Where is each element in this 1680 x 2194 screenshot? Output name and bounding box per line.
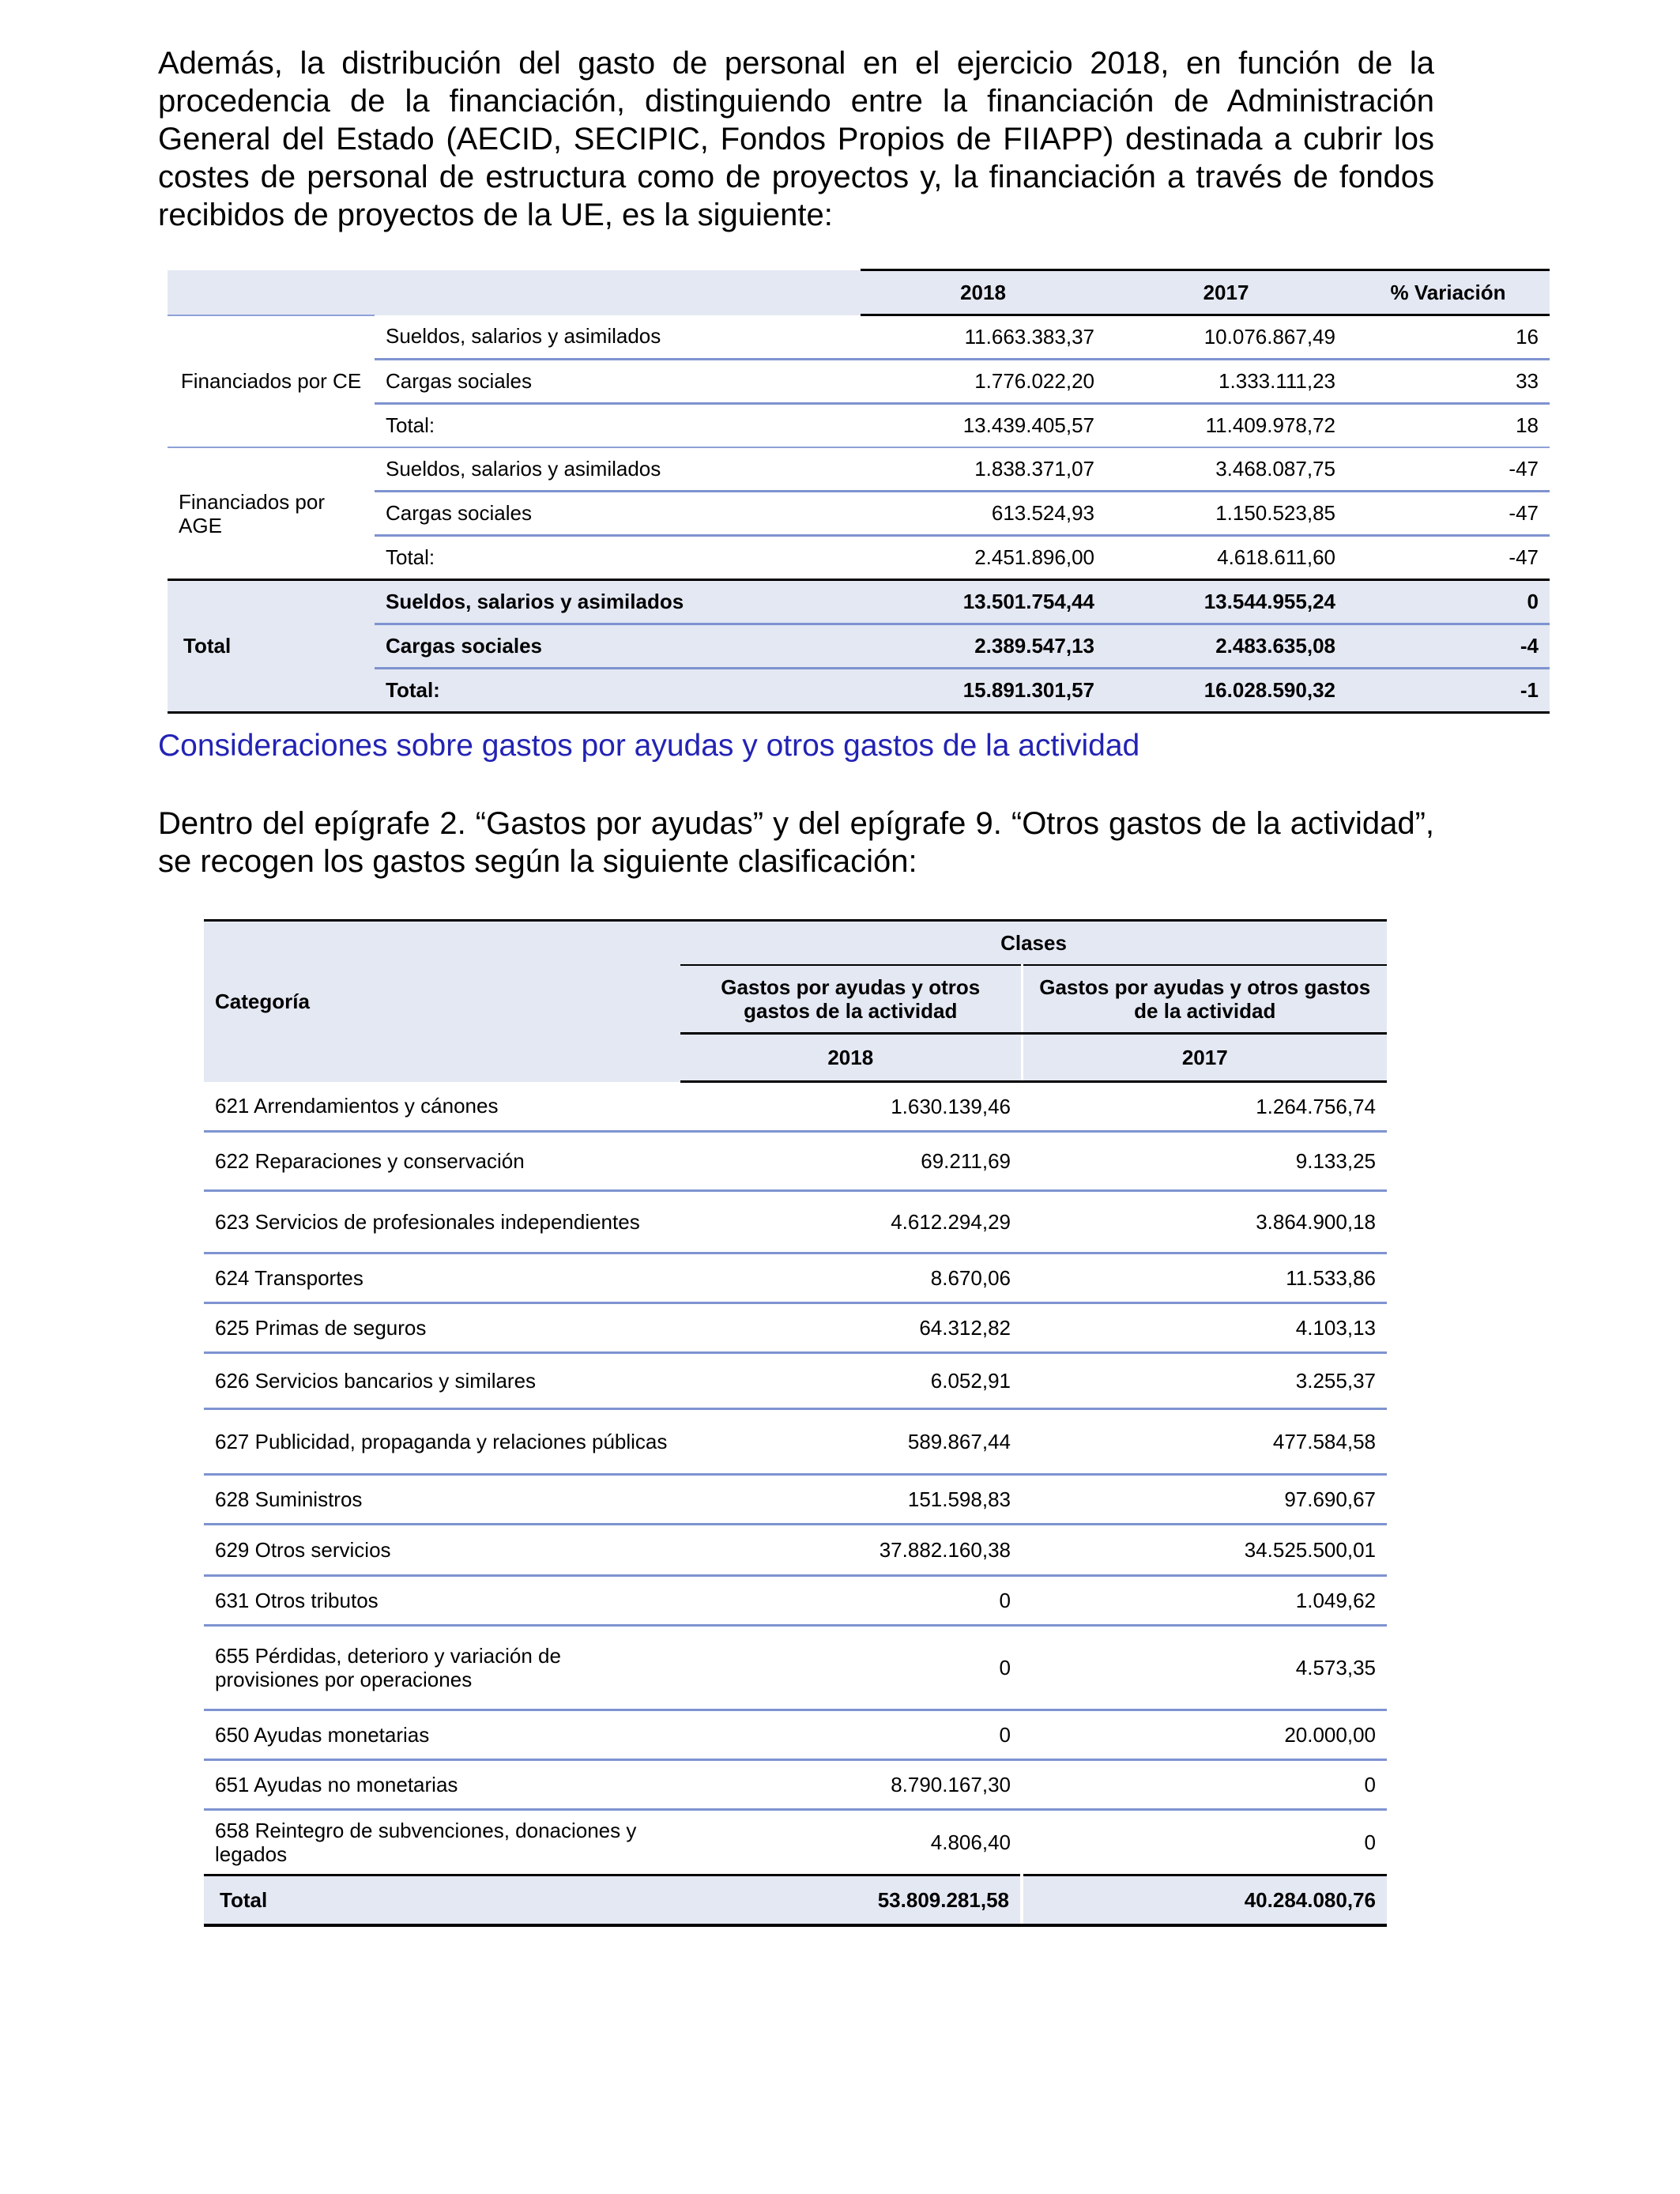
row-value-2018: 1.838.371,07 [861,447,1106,492]
row-value-2018: 613.524,93 [861,492,1106,536]
table-row [168,669,1550,713]
row-value-2018: 6.052,91 [680,1353,1022,1409]
row-label: 621 Arrendamientos y cánones [204,1082,680,1132]
row-value-2017: 1.264.756,74 [1022,1082,1387,1132]
row-value-2017: 1.333.111,23 [1106,360,1347,404]
intro-paragraph-2: Dentro del epígrafe 2. “Gastos por ayudas” y del epígrafe 9. “Otros gastos de la actividad”, se recogen los gastos según la siguiente clasificación: [158,806,1434,879]
row-value-2017: 20.000,00 [1022,1710,1387,1760]
row-concept: Cargas sociales [375,492,861,536]
row-value-2017: 9.133,25 [1022,1132,1387,1191]
row-value-2017: 11.533,86 [1022,1253,1387,1303]
expense-classification-table [204,919,1387,1927]
header-year-2018: 2018 [680,1034,1022,1082]
header-column-2018-desc: Gastos por ayudas y otros gastos de la actividad [680,965,1022,1034]
table-row [204,1409,1387,1475]
table-row [204,1191,1387,1253]
row-value-2018: 4.612.294,29 [680,1191,1022,1253]
header-variation: % Variación [1347,270,1550,315]
row-value-2018: 589.867,44 [680,1409,1022,1475]
table-row [204,1082,1387,1132]
row-value-2018: 8.790.167,30 [680,1760,1022,1810]
row-concept: Sueldos, salarios y asimilados [375,447,861,492]
row-value-2017: 3.255,37 [1022,1353,1387,1409]
header-classes: Clases [680,921,1387,966]
group-label-age: Financiados por AGE [168,447,375,580]
row-value-2017: 34.525.500,01 [1022,1525,1387,1576]
row-label: 658 Reintegro de subvenciones, donaciones y legados [204,1810,680,1875]
row-value-2018: 13.501.754,44 [861,580,1106,624]
intro-paragraph: Además, la distribución del gasto de personal en el ejercicio 2018, en función de la procedencia de la financiación, distinguiendo entre la financiación de Administración General del Estado (AECID, SECIPIC, Fondos Propios de FIIAPP) destinada a cubrir los costes de personal de estructura como de proyectos y, la financiación a través de fondos recibidos de proyectos de la UE, es la siguiente: [158,46,1434,232]
row-label: 626 Servicios bancarios y similares [204,1353,680,1409]
row-label: 624 Transportes [204,1253,680,1303]
row-variation: -47 [1509,545,1539,569]
row-concept: Total: [375,669,861,713]
row-value-2018: 37.882.160,38 [680,1525,1022,1576]
row-value-2018: 8.670,06 [680,1253,1022,1303]
row-concept: Total: [386,545,435,569]
row-variation: 0 [1347,580,1550,624]
row-label: 628 Suministros [204,1475,680,1525]
row-value-2017: 97.690,67 [1022,1475,1387,1525]
row-concept: Sueldos, salarios y asimilados [375,315,861,360]
row-label: 655 Pérdidas, deterioro y variación de provisiones por operaciones [204,1626,680,1710]
row-label: 629 Otros servicios [204,1525,680,1576]
row-value-2017: 0 [1022,1760,1387,1810]
row-value-2017: 4.573,35 [1022,1626,1387,1710]
row-label: 623 Servicios de profesionales independientes [204,1191,680,1253]
row-value-2017: 3.468.087,75 [1106,447,1347,492]
row-value-2018: 15.891.301,57 [861,669,1106,713]
row-label: 631 Otros tributos [204,1576,680,1626]
group-label-ce: Financiados por CE [168,315,375,448]
section-heading: Consideraciones sobre gastos por ayudas y otros gastos de la actividad [158,729,1140,763]
row-value-2018: 13.439.405,57 [962,413,1094,437]
row-value-2017: 16.028.590,32 [1106,669,1347,713]
group-label-total: Total [168,580,375,713]
row-value-2017: 0 [1022,1810,1387,1875]
table-row [204,1303,1387,1353]
table-row [204,1710,1387,1760]
table-row [168,404,1550,448]
row-variation: -47 [1347,447,1550,492]
row-value-2018: 0 [680,1626,1022,1710]
row-variation: 16 [1347,315,1550,360]
row-value-2017: 477.584,58 [1022,1409,1387,1475]
table-row [168,360,1550,404]
row-value-2018: 0 [680,1576,1022,1626]
row-value-2018: 69.211,69 [680,1132,1022,1191]
row-value-2018: 11.663.383,37 [861,315,1106,360]
header-year-2017: 2017 [1022,1034,1387,1082]
row-value-2018: 4.806,40 [680,1810,1022,1875]
row-value-2017: 4.103,13 [1022,1303,1387,1353]
row-label: 622 Reparaciones y conservación [204,1132,680,1191]
table-row [204,1132,1387,1191]
row-concept: Total: [386,413,435,437]
row-value-2018: 1.776.022,20 [861,360,1106,404]
row-value-2017: 13.544.955,24 [1106,580,1347,624]
table-row [204,1626,1387,1710]
total-value-2017: 40.284.080,76 [1022,1875,1387,1926]
header-empty-cell [375,270,861,315]
row-variation: -4 [1347,624,1550,669]
row-value-2018: 0 [680,1710,1022,1760]
header-2017: 2017 [1106,270,1347,315]
table-row [204,1475,1387,1525]
total-row [204,1875,1387,1926]
row-label: 627 Publicidad, propaganda y relaciones públicas [204,1409,680,1475]
table-row [204,1353,1387,1409]
row-value-2017: 11.409.978,72 [1205,413,1335,437]
table-row [168,536,1550,580]
table-row [168,492,1550,536]
row-value-2018: 1.630.139,46 [680,1082,1022,1132]
table-row [204,1525,1387,1576]
table-row [168,315,1550,360]
header-category: Categoría [204,921,680,1082]
table-row [168,624,1550,669]
table-row [168,580,1550,624]
header-2018: 2018 [861,270,1106,315]
row-value-2017: 2.483.635,08 [1106,624,1347,669]
row-value-2017: 3.864.900,18 [1022,1191,1387,1253]
row-variation: -47 [1347,492,1550,536]
table-row [204,1253,1387,1303]
row-value-2017: 1.049,62 [1022,1576,1387,1626]
row-variation: 18 [1516,413,1539,437]
table-row [204,1576,1387,1626]
row-concept: Cargas sociales [375,624,861,669]
row-value-2018: 64.312,82 [680,1303,1022,1353]
header-column-2017-desc: Gastos por ayudas y otros gastos de la actividad [1022,965,1387,1034]
row-variation: -1 [1347,669,1550,713]
row-label: 651 Ayudas no monetarias [204,1760,680,1810]
table-header-row [168,270,1550,315]
row-value-2017: 1.150.523,85 [1106,492,1347,536]
row-variation: 33 [1347,360,1550,404]
table-row [204,1810,1387,1875]
row-label: 650 Ayudas monetarias [204,1710,680,1760]
row-value-2018: 151.598,83 [680,1475,1022,1525]
row-concept: Cargas sociales [375,360,861,404]
row-value-2017: 10.076.867,49 [1106,315,1347,360]
row-value-2018: 2.389.547,13 [861,624,1106,669]
total-value-2018: 53.809.281,58 [680,1875,1022,1926]
row-value-2018: 2.451.896,00 [974,545,1094,569]
table-header-row [204,921,1387,966]
row-concept: Sueldos, salarios y asimilados [375,580,861,624]
row-value-2017: 4.618.611,60 [1217,545,1335,569]
header-empty-cell [168,270,375,315]
row-label: 625 Primas de seguros [204,1303,680,1353]
table-row [204,1760,1387,1810]
total-label: Total [204,1875,680,1926]
table-row [168,447,1550,492]
personnel-cost-table [168,269,1550,714]
